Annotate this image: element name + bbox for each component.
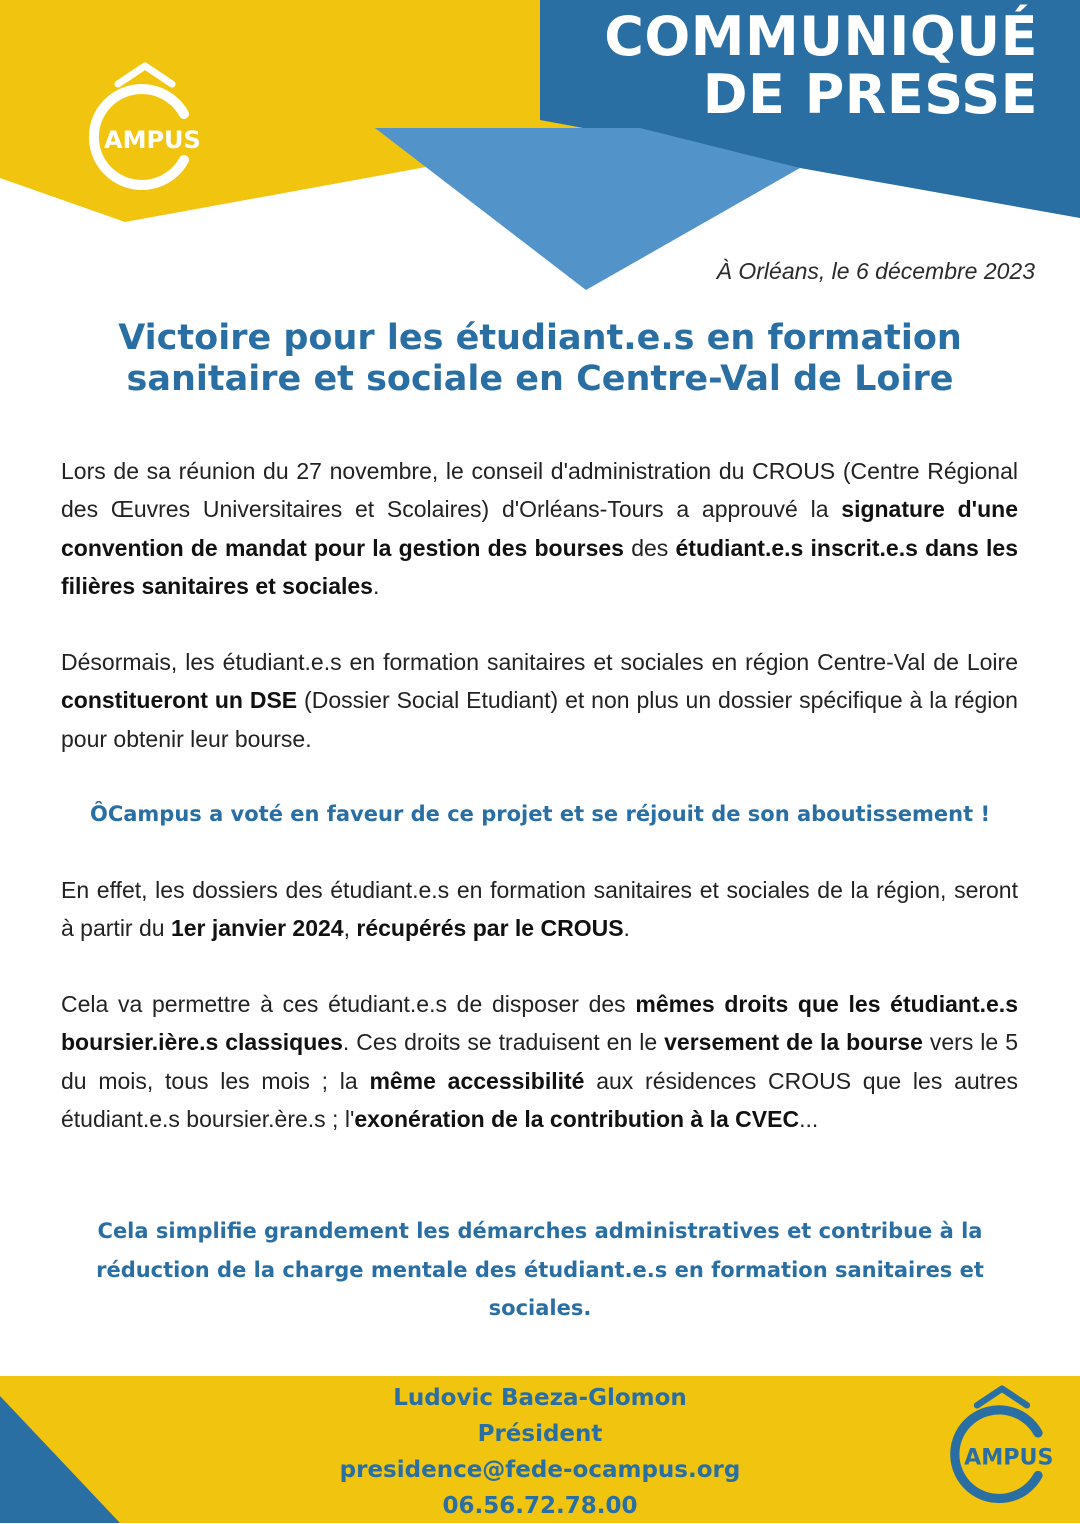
bold-run: récupérés par le CROUS	[356, 915, 624, 942]
paragraph-rights	[61, 985, 1018, 1138]
paragraph-date-transfer	[61, 871, 1018, 948]
paragraph-crous-decision	[61, 452, 1018, 605]
headline-line1: Victoire pour les étudiant.e.s en formation	[118, 318, 962, 358]
paragraph-dse	[61, 643, 1018, 758]
bold-run: même accessibilité	[369, 1067, 585, 1094]
contact-phone[interactable]: 06.56.72.78.00	[442, 1493, 638, 1519]
bold-run: signature d'une convention de mandat pour la gestion des bourses	[61, 496, 1018, 561]
ocampus-logo	[80, 62, 210, 192]
press-release-title	[604, 5, 1038, 126]
bold-run: 1er janvier 2024	[170, 915, 344, 942]
contact-role: Président	[477, 1421, 603, 1447]
text-run: Cela va permettre à ces étudiant.e.s de disposer des	[61, 991, 636, 1017]
text-run: ...	[799, 1105, 819, 1132]
headline	[60, 318, 1020, 400]
contact-email[interactable]: presidence@fede-ocampus.org	[339, 1457, 741, 1483]
text-run: aux résidences CROUS que les autres étudiant.e.s boursier.ère.s ; l'	[61, 1067, 1018, 1132]
press-title-line2: DE PRESSE	[702, 63, 1038, 126]
bold-run: exonération de la contribution à la CVEC	[354, 1105, 800, 1132]
text-run: .	[623, 915, 630, 942]
bold-run: constitueront un DSE	[61, 687, 298, 714]
text-run: En effet, les dossiers des étudiant.e.s en formation sanitaires et sociales de la région, seront à partir du	[61, 877, 1018, 942]
callout-vote: ÔCampus a voté en faveur de ce projet et se réjouit de son aboutissement !	[89, 802, 991, 826]
logo-text: AMPUS	[104, 126, 201, 154]
text-run: . Ces droits se traduisent en le	[342, 1029, 665, 1056]
text-run: (Dossier Social Etudiant) et non plus un dossier spécifique à la région pour obtenir leur bourse.	[61, 687, 1018, 752]
date-line: À Orléans, le 6 décembre 2023	[716, 258, 1035, 284]
logo-text-footer: AMPUS	[964, 1444, 1054, 1471]
bold-run: étudiant.e.s inscrit.e.s dans les filières sanitaires et sociales	[61, 534, 1018, 599]
bold-run: mêmes droits que les étudiant.e.s boursier.ière.s classiques	[61, 991, 1018, 1056]
text-run: .	[372, 572, 380, 599]
text-run: Lors de sa réunion du 27 novembre, le conseil d'administration du CROUS (Centre Régional des Œuvres Universitaires et Scolaires) d'Orléans-Tours a approuvé la	[61, 458, 1018, 523]
footer-band	[0, 1376, 1080, 1523]
headline-line2: sanitaire et sociale en Centre-Val de Loire	[126, 359, 954, 399]
callout-conclusion: Cela simplifie grandement les démarches administratives et contribue à la réduction de la charge mentale des étudiant.e.s en formation sanitaires et sociales.	[96, 1219, 984, 1320]
text-run: ,	[343, 915, 357, 942]
footer-blue-triangle	[0, 1376, 120, 1523]
text-run: vers le 5 du mois, tous les mois ; la	[61, 1029, 1018, 1094]
contact-name: Ludovic Baeza-Glomon	[393, 1385, 687, 1411]
bold-run: versement de la bourse	[664, 1029, 923, 1056]
press-title-line1: COMMUNIQUÉ	[604, 5, 1038, 68]
text-run: des	[623, 534, 676, 561]
ocampus-logo-footer	[942, 1385, 1062, 1505]
contact-block	[240, 1380, 840, 1524]
text-run: Désormais, les étudiant.e.s en formation sanitaires et sociales en région Centre-Val de Loire	[61, 649, 1018, 675]
